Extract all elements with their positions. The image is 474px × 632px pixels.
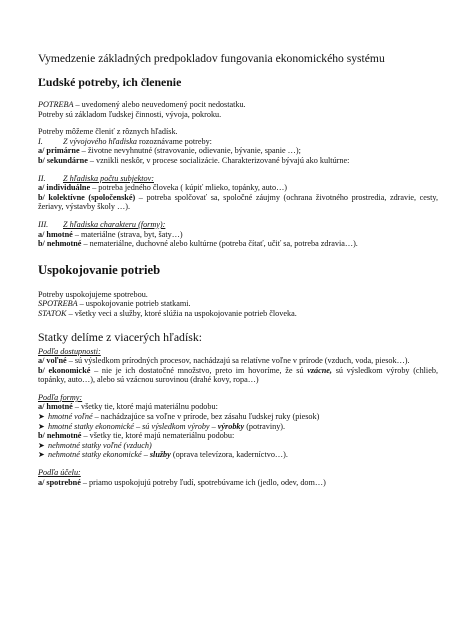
emphasis-text: služby [149, 450, 171, 460]
item-secondary [38, 156, 438, 166]
item-key: b/ ekonomické [38, 365, 91, 375]
section-heading-satisfaction: Uspokojovanie potrieb [38, 262, 161, 277]
definition-text: – všetky veci a služby, ktoré slúžia na uspokojovanie potrieb človeka. [66, 308, 297, 318]
subitem-key: nehmotné statky voľné (vzduch) [48, 440, 152, 450]
subitem-key: nehmotné statky ekonomické – [48, 450, 150, 460]
definition-text: – uvedomený alebo neuvedomený pocit nedostatku. [73, 100, 246, 109]
term-potreba: POTREBA [38, 100, 74, 109]
document-body [38, 52, 438, 495]
subitem-key: hmotné voľné [48, 412, 93, 422]
availability-label: Podľa dostupnosti: [38, 346, 101, 356]
item-text: – nie je ich dostatočné množstvo, preto im hovoríme, že sú [90, 365, 308, 375]
form-label: Podľa formy: [38, 392, 83, 402]
item-text: – vznikli neskôr, v procese socializácie. Charakterizované bývajú ako kultúrne: [87, 155, 350, 165]
form-block [38, 393, 438, 460]
item-key: b/ nehmotné [38, 239, 82, 249]
group-title-rest: rozoznávame potreby: [136, 136, 212, 146]
item-text: – potreba spolčovať sa, spoločné záujmy (ochrana životného prostredia, zdravie, cesty, žeriavy, výstavby školy …). [38, 192, 438, 212]
group-title: Z hľadiska počtu subjektov: [63, 173, 154, 183]
item-text: – nemateriálne, duchovné alebo kultúrne (potreba čítať, učiť sa, potreba zdravia…). [81, 239, 358, 249]
item-key: a/ hmotné [38, 229, 73, 239]
subitem-tangible-free [38, 412, 438, 422]
item-text: – všetky tie, ktoré majú materiálnu podobu: [72, 402, 218, 412]
group-character [38, 220, 438, 249]
item-economic [38, 366, 438, 385]
spotreba-line [38, 299, 438, 309]
item-immaterial [38, 239, 438, 249]
group-title: Z vývojového hľadiska [63, 136, 137, 146]
definition-text: – uspokojovanie potrieb statkami. [77, 299, 191, 309]
item-key: a/ primárne [38, 146, 80, 156]
item-text: – materiálne (strava, byt, šaty…) [72, 229, 183, 239]
item-key: a/ voľné [38, 356, 67, 366]
item-text: – všetky tie, ktoré majú nemateriálnu podobu: [81, 431, 235, 441]
availability-block [38, 347, 438, 385]
consumption-line: Potreby uspokojujeme spotrebou. [38, 289, 148, 299]
emphasis-text: výrobky [217, 421, 245, 431]
divide-line: Potreby môžeme členiť z rôznych hľadísk. [38, 127, 178, 137]
needs-definition [38, 100, 438, 119]
subitem-intangible-free [38, 441, 438, 451]
item-tangible [38, 402, 438, 412]
term-spotreba: SPOTREBA [38, 299, 78, 309]
document-title: Vymedzenie základných predpokladov fungovania ekonomického systému [38, 52, 385, 65]
item-free [38, 356, 438, 366]
subitem-text: – nachádzajúce sa voľne v prírode, bez zásahu ľudskej ruky (piesok) [92, 412, 320, 422]
item-key: b/ kolektívne (spoločenské) [38, 192, 136, 202]
item-text: – priamo uspokojujú potreby ľudí, spotrebúvame ich (jedlo, odev, dom…) [80, 477, 326, 487]
item-key: b/ nehmotné [38, 431, 82, 441]
definition-line [38, 100, 438, 110]
arrow-bullet-icon: ➤ [38, 450, 45, 460]
statok-line [38, 309, 438, 319]
roman-numeral: I. [38, 136, 43, 146]
item-key: b/ sekundárne [38, 155, 88, 165]
section-heading-needs: Ľudské potreby, ich členenie [38, 75, 182, 89]
purpose-label: Podľa účelu: [38, 468, 81, 478]
item-key: a/ individuálne [38, 183, 91, 193]
group-title: Z hľadiska charakteru (formy): [63, 219, 166, 229]
basis-line: Potreby sú základom ľudskej činnosti, vývoja, pokroku. [38, 109, 222, 119]
item-intangible [38, 431, 438, 441]
item-text: – potreba jedného človeka ( kúpiť mlieko, topánky, auto…) [90, 183, 288, 193]
subitem-key: hmotné statky ekonomické – sú výsledkom výroby – [48, 421, 218, 431]
arrow-bullet-icon: ➤ [38, 421, 45, 431]
item-key: a/ hmotné [38, 402, 73, 412]
item-material [38, 230, 438, 240]
arrow-bullet-icon: ➤ [38, 440, 45, 450]
item-consumer [38, 478, 438, 488]
group-heading [38, 137, 438, 147]
satisfaction-block [38, 290, 438, 319]
item-text: – životne nevyhnutné (stravovanie, odievanie, bývanie, spanie …); [79, 146, 301, 156]
subitem-intangible-economic [38, 450, 438, 460]
group-subjects [38, 174, 438, 212]
group-heading [38, 220, 438, 230]
arrow-bullet-icon: ➤ [38, 412, 45, 422]
section-heading-goods: Statky delíme z viacerých hľadísk: [38, 329, 202, 344]
emphasis-text: vzácne, [307, 365, 332, 375]
item-primary [38, 146, 438, 156]
subitem-text: (potraviny). [244, 421, 286, 431]
group-heading [38, 174, 438, 184]
subitem-text: (oprava televízora, kaderníctvo…). [170, 450, 288, 460]
item-text: sú výsledkom výroby (chlieb, topánky, auto…), alebo sú vzácnou surovinou (drahé kovy, ropa…) [38, 365, 438, 385]
subitem-tangible-economic [38, 422, 438, 432]
purpose-block [38, 468, 438, 487]
item-key: a/ spotrebné [38, 477, 81, 487]
roman-numeral: II. [38, 173, 46, 183]
item-collective [38, 193, 438, 212]
term-statok: STATOK [38, 308, 67, 318]
roman-numeral: III. [38, 219, 49, 229]
item-individual [38, 183, 438, 193]
item-text: – sú výsledkom prírodných procesov, nachádzajú sa relatívne voľne v prírode (vzduch, voda, piesok…). [66, 356, 410, 366]
group-developmental [38, 127, 438, 165]
